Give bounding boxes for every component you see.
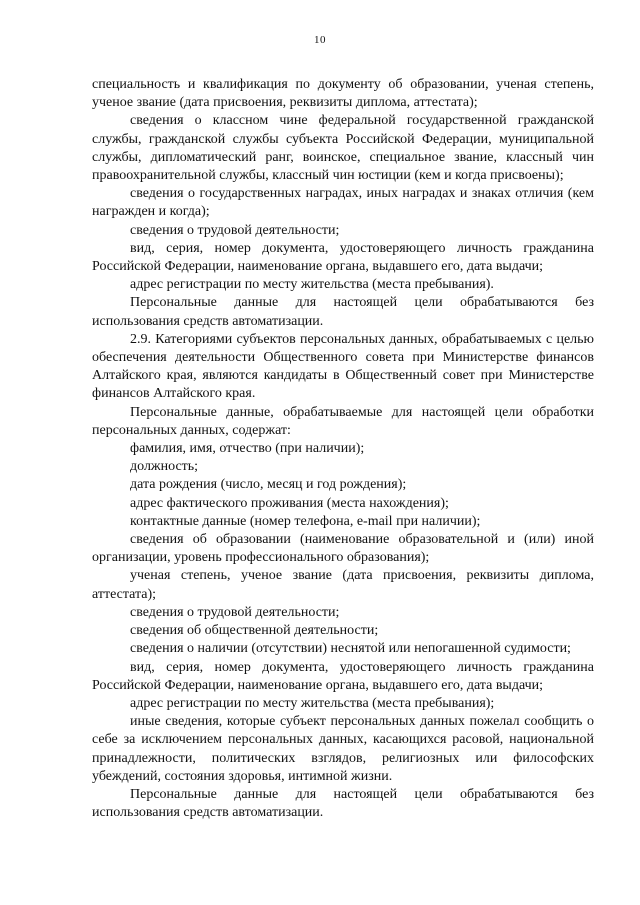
paragraph: ученая степень, ученое звание (дата присвоения, реквизиты диплома, аттестата); bbox=[92, 568, 594, 602]
document-body bbox=[92, 76, 594, 822]
paragraph: должность; bbox=[130, 459, 199, 475]
paragraph: Персональные данные, обрабатываемые для настоящей цели обработки персональных данных, содержат: bbox=[92, 404, 594, 438]
paragraph: сведения о наличии (отсутствии) неснятой или непогашенной судимости; bbox=[130, 641, 571, 657]
page-number: 10 bbox=[314, 34, 326, 46]
paragraph: сведения об образовании (наименование образовательной и (или) иной организации, уровень профессионального образования); bbox=[92, 532, 594, 566]
paragraph: Персональные данные для настоящей цели обрабатываются без использования средств автоматизации. bbox=[92, 786, 594, 821]
paragraph: сведения об общественной деятельности; bbox=[130, 623, 379, 639]
paragraph: специальность и квалификация по документу об образовании, ученая степень, ученое звание (дата присвоения, реквизиты диплома, аттестата); bbox=[92, 77, 594, 111]
paragraph: сведения о классном чине федеральной государственной гражданской службы, гражданской службы субъекта Российской Федерации, муниципальной службы, дипломатический ранг, воинское, специальное звание, классный чин правоохранительной службы, классный чин юстиции (кем и когда присвоены); bbox=[92, 113, 594, 184]
paragraph: сведения о трудовой деятельности; bbox=[130, 222, 340, 238]
paragraph: вид, серия, номер документа, удостоверяющего личность гражданина Российской Федерации, наименование органа, выдавшего его, дата выдачи; bbox=[92, 240, 594, 275]
paragraph: дата рождения (число, месяц и год рождения); bbox=[130, 477, 407, 493]
paragraph: фамилия, имя, отчество (при наличии); bbox=[130, 441, 365, 457]
paragraph: Персональные данные для настоящей цели обрабатываются без использования средств автоматизации. bbox=[92, 295, 594, 329]
paragraph: адрес регистрации по месту жительства (места пребывания). bbox=[130, 277, 494, 293]
paragraph: сведения о трудовой деятельности; bbox=[130, 604, 340, 620]
paragraph: вид, серия, номер документа, удостоверяющего личность гражданина Российской Федерации, наименование органа, выдавшего его, дата выдачи; bbox=[92, 659, 594, 693]
paragraph: контактные данные (номер телефона, e-mail при наличии); bbox=[130, 513, 481, 529]
paragraph: 2.9. Категориями субъектов персональных данных, обрабатываемых с целью обеспечения деятельности Общественного совета при Министерстве финансов Алтайского края, являются кандидаты в Общественный совет при Министерстве финансов Алтайского края. bbox=[92, 331, 594, 402]
paragraph: иные сведения, которые субъект персональных данных пожелал сообщить о себе за исключением персональных данных, касающихся расовой, национальной принадлежности, политических взглядов, религиозных или философских убеждений, состояния здоровья, интимной жизни. bbox=[92, 714, 594, 784]
paragraph: адрес регистрации по месту жительства (места пребывания); bbox=[130, 695, 495, 711]
paragraph: адрес фактического проживания (места нахождения); bbox=[130, 495, 449, 511]
paragraph: сведения о государственных наградах, иных наградах и знаках отличия (кем награжден и когда); bbox=[92, 186, 594, 220]
